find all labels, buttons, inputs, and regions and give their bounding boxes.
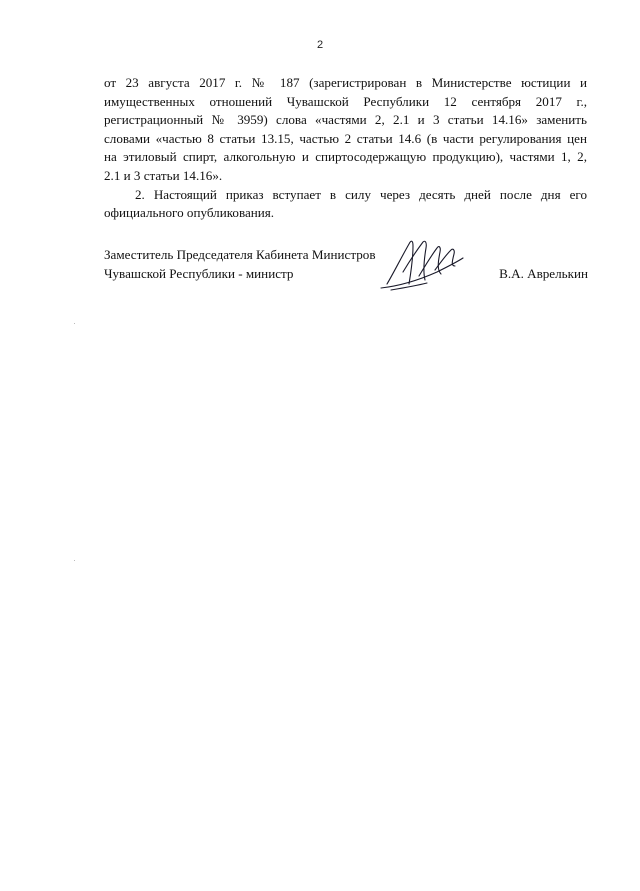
scan-artifact (74, 323, 75, 324)
text-line: на этиловый спирт, алкогольную и спиртосодержащую продукцию), частями 1, 2, (104, 149, 587, 165)
text-line: регистрационный № 3959) слова «частями 2, 2.1 и 3 статьи 14.16» заменить (104, 112, 587, 128)
text-line: словами «частью 8 статьи 13.15, частью 2 статьи 14.6 (в части регулирования цен (104, 130, 587, 146)
text-line: официального опубликования. (104, 205, 275, 221)
signatory-name: В.А. Аврелькин (499, 265, 588, 281)
paragraph-amendment (104, 74, 587, 186)
scan-artifact (74, 560, 75, 561)
handwritten-signature (379, 236, 471, 294)
document-body (104, 74, 587, 223)
signatory-position-line: Заместитель Председателя Кабинета Министров (104, 247, 376, 262)
text-line: имущественных отношений Чувашской Республики 12 сентября 2017 г., (104, 93, 587, 109)
text-line: от 23 августа 2017 г. № 187 (зарегистрирован в Министерстве юстиции и (104, 75, 587, 90)
signature-block (104, 246, 588, 306)
text-line: 2. Настоящий приказ вступает в силу через десять дней после дня его (135, 186, 587, 202)
text-line: 2.1 и 3 статьи 14.16». (104, 167, 223, 183)
signatory-position (104, 246, 376, 283)
signatory-position-line: Чувашской Республики - министр (104, 265, 294, 281)
page-number: 2 (316, 39, 324, 51)
paragraph-effective-date (104, 186, 587, 223)
